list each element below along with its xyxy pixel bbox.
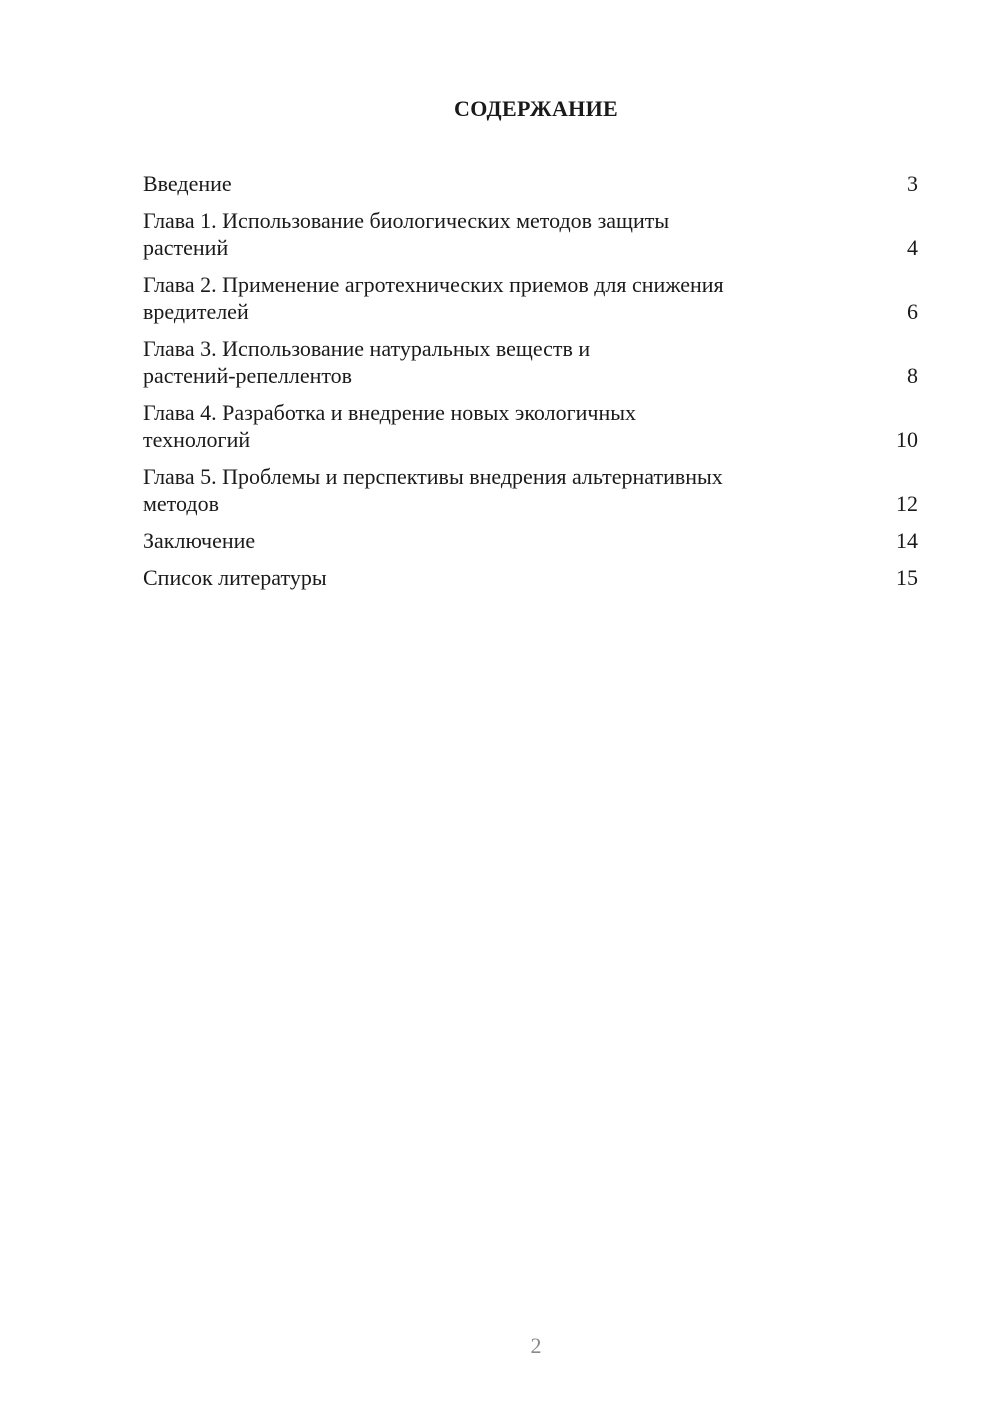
toc-entry-references[interactable] bbox=[143, 564, 918, 591]
toc-entry-line: Введение bbox=[143, 171, 232, 196]
toc-entry-line: Глава 1. Использование биологических методов защиты bbox=[143, 208, 670, 233]
table-of-contents bbox=[143, 170, 918, 601]
toc-entry-title bbox=[143, 207, 823, 261]
toc-entry-chapter-1[interactable] bbox=[143, 207, 918, 261]
toc-entry-page: 15 bbox=[896, 565, 918, 590]
toc-entry-chapter-3[interactable] bbox=[143, 335, 918, 389]
page-number: 2 bbox=[530, 1333, 542, 1358]
toc-entry-page: 14 bbox=[896, 528, 918, 553]
toc-entry-title bbox=[143, 463, 823, 517]
toc-entry-line: растений-репеллентов bbox=[143, 363, 353, 388]
toc-entry-page: 8 bbox=[907, 363, 918, 388]
toc-entry-title bbox=[143, 170, 823, 197]
toc-entry-introduction[interactable] bbox=[143, 170, 918, 197]
toc-entry-line: технологий bbox=[143, 427, 251, 452]
toc-entry-chapter-5[interactable] bbox=[143, 463, 918, 517]
toc-entry-title bbox=[143, 271, 823, 325]
toc-entry-line: Глава 5. Проблемы и перспективы внедрения альтернативных bbox=[143, 464, 723, 489]
page-title: СОДЕРЖАНИЕ bbox=[454, 96, 618, 121]
toc-entry-title bbox=[143, 564, 823, 591]
toc-entry-line: Заключение bbox=[143, 528, 256, 553]
toc-entry-line: вредителей bbox=[143, 299, 249, 324]
toc-entry-conclusion[interactable] bbox=[143, 527, 918, 554]
toc-entry-line: растений bbox=[143, 235, 229, 260]
toc-entry-chapter-4[interactable] bbox=[143, 399, 918, 453]
toc-entry-line: Список литературы bbox=[143, 565, 327, 590]
toc-entry-title bbox=[143, 399, 823, 453]
toc-entry-line: Глава 4. Разработка и внедрение новых экологичных bbox=[143, 400, 637, 425]
toc-entry-line: Глава 3. Использование натуральных веществ и bbox=[143, 336, 591, 361]
toc-entry-page: 10 bbox=[896, 427, 918, 452]
toc-entry-chapter-2[interactable] bbox=[143, 271, 918, 325]
toc-entry-page: 3 bbox=[907, 171, 918, 196]
toc-entry-page: 12 bbox=[896, 491, 918, 516]
toc-entry-line: Глава 2. Применение агротехнических приемов для снижения bbox=[143, 272, 724, 297]
toc-entry-title bbox=[143, 527, 823, 554]
toc-entry-line: методов bbox=[143, 491, 219, 516]
toc-entry-title bbox=[143, 335, 823, 389]
toc-entry-page: 6 bbox=[907, 299, 918, 324]
toc-entry-page: 4 bbox=[907, 235, 918, 260]
